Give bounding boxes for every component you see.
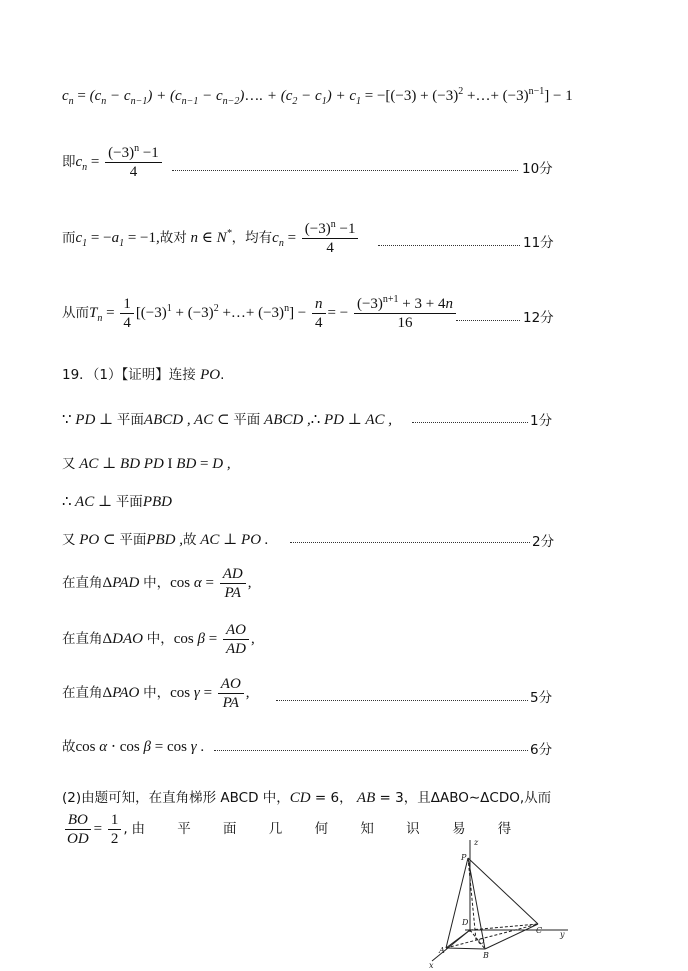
since-line: ∵ PD ⊥ 平面ABCD , AC ⊂ 平面 ABCD ,∴ PD ⊥ AC ,	[62, 412, 393, 428]
leader-dots	[412, 422, 528, 423]
therefore-line: ∴ AC ⊥ 平面PBD	[62, 494, 172, 510]
ratio-line: $\frac{BO}{OD}$ = $\frac{1}{2}$ , 由 平 面 几 何 知 识 易 得	[62, 812, 525, 847]
label-y: y	[560, 930, 565, 939]
again-line-1: 又 AC ⊥ BD PD I BD = D ,	[62, 456, 231, 472]
leader-dots	[290, 542, 530, 543]
tn-line: 从而$T_n$ = $\frac{1}{4}$ [$(-3)^1 + (-3)^2$ +…+ $(-3)^n$] − $\frac{n}{4}$ = − $\frac{(-3)^{n+1} + 3 + 4n}{16}$	[62, 296, 458, 331]
c1-line: 而$c_1 = -a_1 = -1$,故对 n ∈ N*，均有$c_n$ = $\frac{(-3)^n -1}{4}$	[62, 221, 360, 256]
q19-header: 19．（1）【证明】连接 PO.	[62, 367, 225, 383]
label-O: O	[478, 937, 485, 946]
leader-dots	[456, 320, 520, 321]
label-B: B	[483, 951, 489, 960]
score-11: 11分	[523, 235, 554, 251]
leader-dots	[378, 245, 520, 246]
cos-gamma-line: 在直角ΔPAO 中，cos γ = $\frac{AO}{PA}$ ,	[62, 676, 250, 711]
label-x: x	[429, 961, 434, 970]
score-5: 5分	[530, 690, 553, 706]
cos-alpha-line: 在直角ΔPAD 中，cos α = $\frac{AD}{PA}$ ,	[62, 566, 252, 601]
score-1: 1分	[530, 413, 553, 429]
pyramid-figure	[420, 836, 570, 971]
label-P: P	[461, 853, 467, 862]
cos-beta-line: 在直角ΔDAO 中，cos β = $\frac{AO}{AD}$ ,	[62, 622, 255, 657]
score-12: 12分	[523, 310, 554, 326]
label-D: D	[462, 918, 469, 927]
score-6: 6分	[530, 742, 553, 758]
label-A: A	[439, 946, 445, 955]
label-C: C	[536, 926, 543, 935]
leader-dots	[276, 700, 528, 701]
part2-line: (2)由题可知，在直角梯形 ABCD 中，CD = 6， AB = 3，且ΔABO∼ΔCDO,从而	[62, 790, 552, 806]
score-10: 10分	[522, 161, 553, 177]
leader-dots	[214, 750, 528, 751]
leader-dots	[172, 170, 518, 171]
cn-formula-line: 即$c_n$ = $\frac{(-3)^n -1}{4}$	[62, 145, 164, 180]
label-z: z	[474, 838, 479, 847]
again-line-2: 又 PO ⊂ 平面PBD ,故 AC ⊥ PO .	[62, 532, 269, 548]
hence-line: 故cos α ⋅ cos β = cos γ .	[62, 739, 205, 755]
score-2: 2分	[532, 534, 555, 550]
recurrence-line: $c_n = (c_n - c_{n-1}) + (c_{n-1}$ − $c_{n-2})\dots$. + $(c_2 - c_1) + c_1 = -[(-3) + (-3)^2$ +…+ $(-3)^{n-1}] - 1$	[62, 86, 573, 107]
